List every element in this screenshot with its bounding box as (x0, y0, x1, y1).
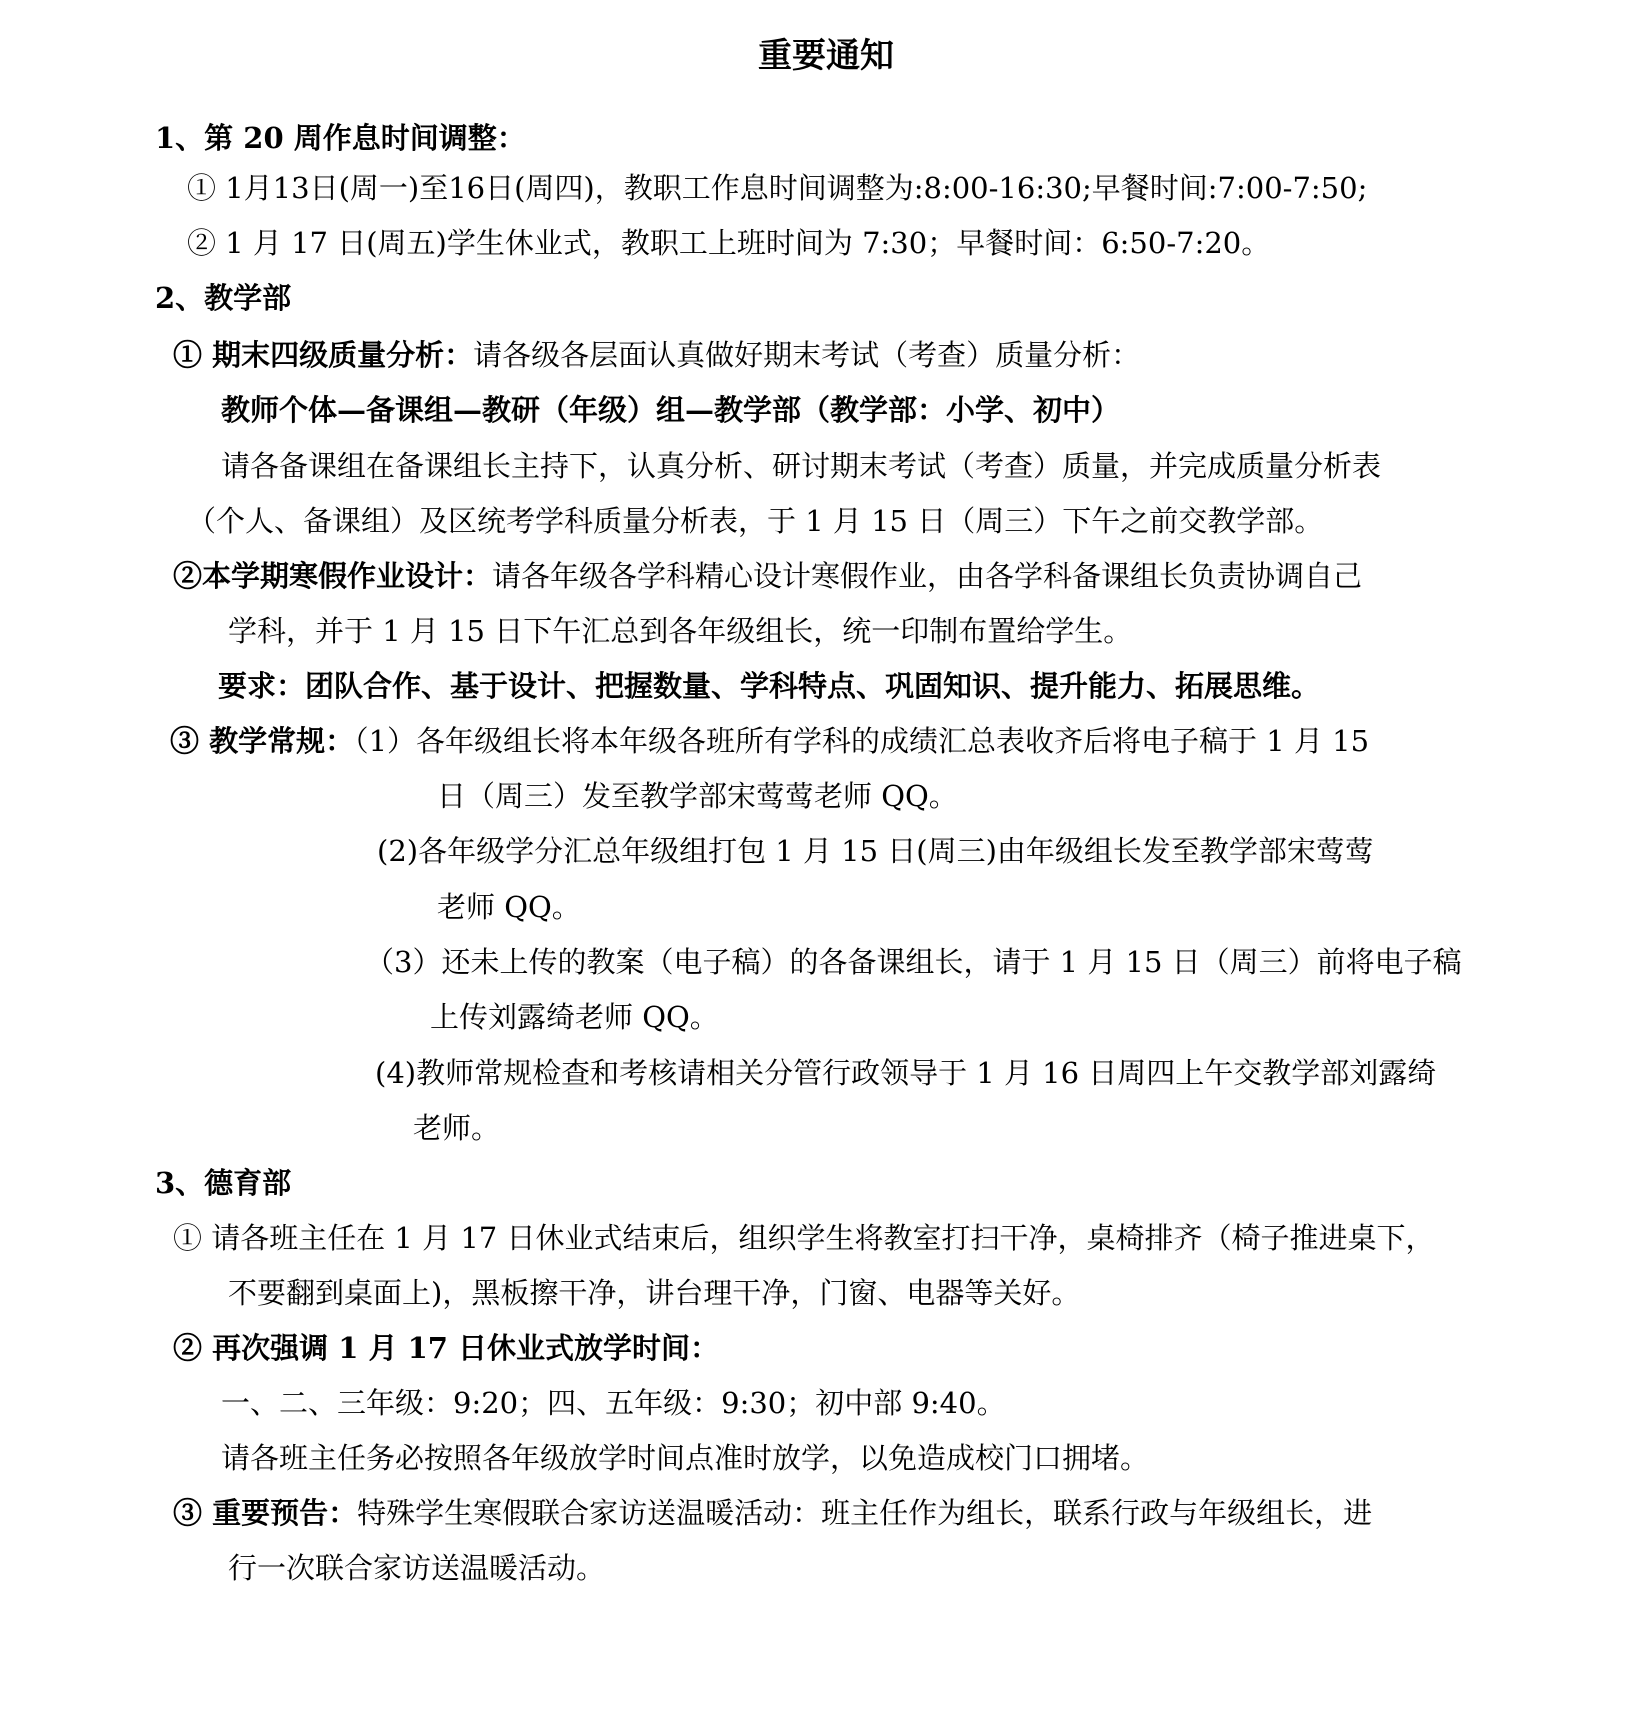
section-2-item-3-sub-4-line-2: 老师。 (413, 1111, 501, 1145)
section-1-item-1: ① 1月13日(周一)至16日(周四)，教职工作息时间调整为:8:00-16:30;早餐时间:7:00-7:50; (187, 171, 1368, 205)
section-2-item-3-lead: ③ 教学常规： (170, 724, 355, 758)
section-3-item-1-line-1: ① 请各班主任在 1 月 17 日休业式结束后，组织学生将教室打扫干净，桌椅排齐（椅子推进桌下， (173, 1221, 1435, 1255)
section-1-heading: 1、第 20 周作息时间调整： (155, 121, 526, 155)
section-2-item-1-text: 请各级各层面认真做好期末考试（考查）质量分析： (473, 338, 1141, 372)
section-2-item-3-sub-3-line-1: （3）还未上传的教案（电子稿）的各备课组长，请于 1 月 15 日（周三）前将电子稿 (365, 945, 1462, 979)
page-title: 重要通知 (758, 36, 894, 76)
section-2-item-2-cont: 学科，并于 1 月 15 日下午汇总到各年级组长，统一印制布置给学生。 (228, 614, 1133, 648)
section-2-item-3-sub-2-line-1: (2)各年级学分汇总年级组打包 1 月 15 日(周三)由年级组长发至教学部宋莺莺 (377, 834, 1374, 868)
section-3-item-2-times: 一、二、三年级：9:20；四、五年级：9:30；初中部 9:40。 (221, 1386, 1006, 1420)
section-2-item-1-para-line-1: 请各备课组在备课组长主持下，认真分析、研讨期末考试（考查）质量，并完成质量分析表 (221, 449, 1382, 483)
section-3-item-3 (173, 1495, 1372, 1531)
section-3-item-2-heading: ② 再次强调 1 月 17 日休业式放学时间： (173, 1331, 720, 1365)
section-2-item-1-chain: 教师个体—备课组—教研（年级）组—教学部（教学部：小学、初中） (221, 393, 1121, 427)
section-3-item-3-lead: ③ 重要预告： (173, 1496, 358, 1530)
section-2-item-2-requirements: 要求：团队合作、基于设计、把握数量、学科特点、巩固知识、提升能力、拓展思维。 (218, 669, 1321, 703)
section-2-item-3-sub-4-line-1: (4)教师常规检查和考核请相关分管行政领导于 1 月 16 日周四上午交教学部刘露绮 (375, 1056, 1437, 1090)
section-2-item-3 (170, 723, 1369, 759)
section-2-item-3-sub-1-line-2: 日（周三）发至教学部宋莺莺老师 QQ。 (437, 779, 958, 813)
section-3-item-3-text: 特殊学生寒假联合家访送温暖活动：班主任作为组长，联系行政与年级组长，进 (357, 1496, 1373, 1530)
section-2-item-3-sub-3-line-2: 上传刘露绮老师 QQ。 (430, 1000, 719, 1034)
section-3-item-3-cont: 行一次联合家访送温暖活动。 (228, 1551, 606, 1585)
section-3-item-2-note: 请各班主任务必按照各年级放学时间点准时放学，以免造成校门口拥堵。 (221, 1441, 1150, 1475)
section-2-item-1-para-line-2: （个人、备课组）及区统考学科质量分析表，于 1 月 15 日（周三）下午之前交教学部。 (187, 504, 1324, 538)
section-3-item-1-line-2: 不要翻到桌面上)，黑板擦干净，讲台理干净，门窗、电器等关好。 (228, 1276, 1081, 1310)
section-2-item-1 (173, 337, 1140, 373)
section-2-item-3-sub-1-line-1: （1）各年级组长将本年级各班所有学科的成绩汇总表收齐后将电子稿于 1 月 15 (354, 724, 1370, 758)
section-2-item-1-lead: ① 期末四级质量分析： (173, 338, 474, 372)
section-2-item-2 (173, 558, 1362, 594)
section-3-heading: 3、德育部 (155, 1166, 292, 1200)
section-1-item-2: ② 1 月 17 日(周五)学生休业式，教职工上班时间为 7:30；早餐时间：6:50-7:20。 (187, 226, 1271, 260)
section-2-heading: 2、教学部 (155, 281, 292, 315)
section-2-item-2-text: 请各年级各学科精心设计寒假作业，由各学科备课组长负责协调自己 (492, 559, 1363, 593)
section-2-item-3-sub-2-line-2: 老师 QQ。 (437, 890, 581, 924)
section-2-item-2-lead: ②本学期寒假作业设计： (173, 559, 493, 593)
